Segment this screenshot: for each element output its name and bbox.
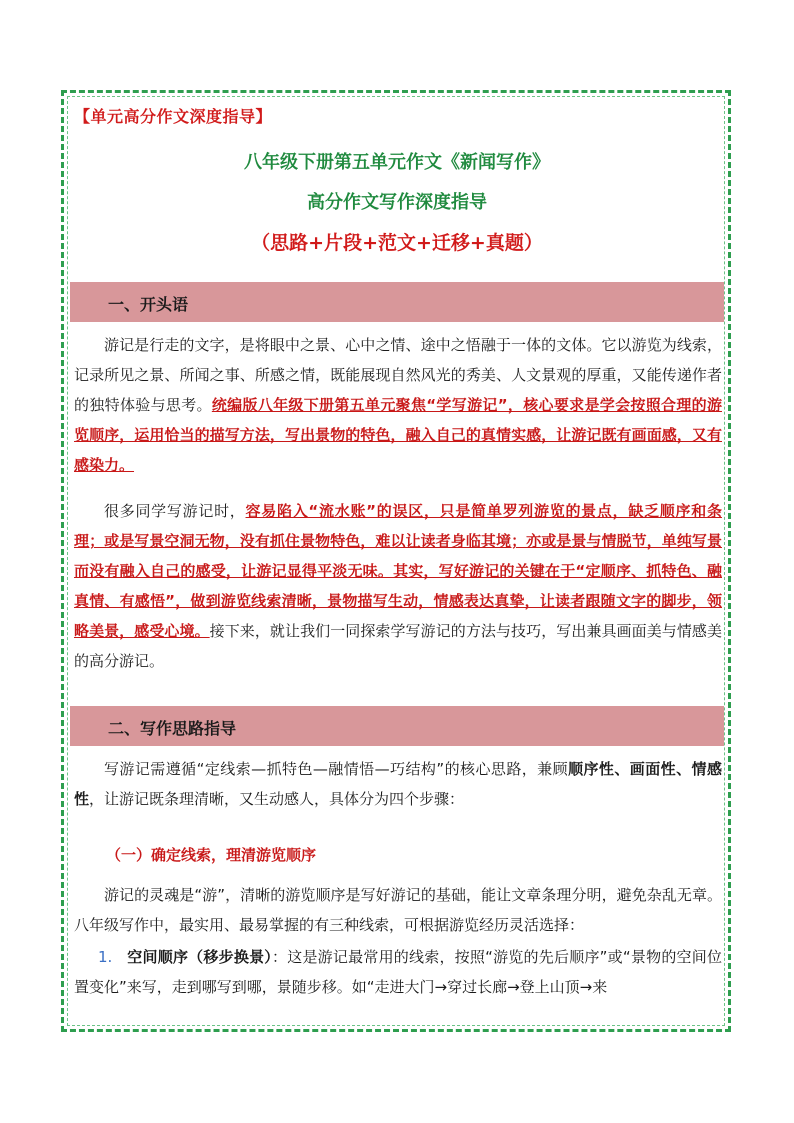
doc-title-line3: （思路+片段+范文+迁移+真题） [251,232,543,254]
subheading-1: （一）确定线索，理清游览顺序 [106,846,317,864]
section1-p2-lead: 很多同学写游记时， [104,502,246,520]
section1-p2-highlight: 容易陷入“流水账”的误区，只是简单罗列游览的景点，缺乏顺序和条理；或是写景空洞无物，没有抓住景物特色，难以让读者身临其境；亦或是景与情脱节，单纯写景而没有融入自己的感受，让游记显得平淡无味。其实，写好游记的关键在于“定顺序、抓特色、融真情、有感悟”，做到游览线索清晰，景物描写生动，情感表达真挚，让读者跟随文字的脚步，领略美景，感受心境。 [74,502,722,640]
section2-paragraph-2: 游记的灵魂是“游”，清晰的游览顺序是写好游记的基础，能让文章条理分明，避免杂乱无章。八年级写作中，最实用、最易掌握的有三种线索，可根据游览经历灵活选择： [74,886,722,934]
doc-title-line2: 高分作文写作深度指导 [307,192,487,213]
section2-paragraph-1 [74,754,722,814]
section1-p1-highlight: 统编版八年级下册第五单元聚焦“学写游记”，核心要求是学会按照合理的游览顺序，运用恰当的描写方法，写出景物的特色，融入自己的真情实感，让游记既有画面感，又有感染力。 [74,396,722,474]
section2-p1-lead: 写游记需遵循“定线索—抓特色—融情悟—巧结构”的核心思路，兼顾 [104,760,569,778]
doc-title-line1: 八年级下册第五单元作文《新闻写作》 [244,152,550,173]
section1-p2-tail: 接下来，就让我们一同探索学写游记的方法与技巧，写出兼具画面美与情感美的高分游记。 [74,622,722,670]
section-heading-1-text: 一、开头语 [108,295,189,314]
section1-p1-text: 游记是行走的文字，是将眼中之景、心中之情、途中之悟融于一体的文体。它以游览为线索，记录所见之景、所闻之事、所感之情，既能展现自然风光的秀美、人文景观的厚重，又能传递作者的独特体验与思考。 [74,336,722,414]
section2-p1-bold: 顺序性、画面性、情感性 [74,760,722,808]
section-heading-1 [70,282,724,322]
section2-p1-tail: ，让游记既条理清晰，又生动感人，具体分为四个步骤： [89,790,465,808]
list-item-1-text: ：这是游记最常用的线索，按照“游览的先后顺序”或“景物的空间位置变化”来写，走到哪写到哪，景随步移。如“走进大门→穿过长廊→登上山顶→来 [74,948,722,996]
section1-paragraph-2 [74,496,722,676]
list-item-1-number: 1. [98,948,113,966]
unit-tag: 【单元高分作文深度指导】 [74,107,273,126]
list-item-1 [74,942,722,1002]
section1-paragraph-1 [74,330,722,480]
list-item-1-label: 空间顺序（移步换景） [127,948,273,966]
section-heading-2-text: 二、写作思路指导 [108,719,237,738]
section-heading-2 [70,706,724,746]
